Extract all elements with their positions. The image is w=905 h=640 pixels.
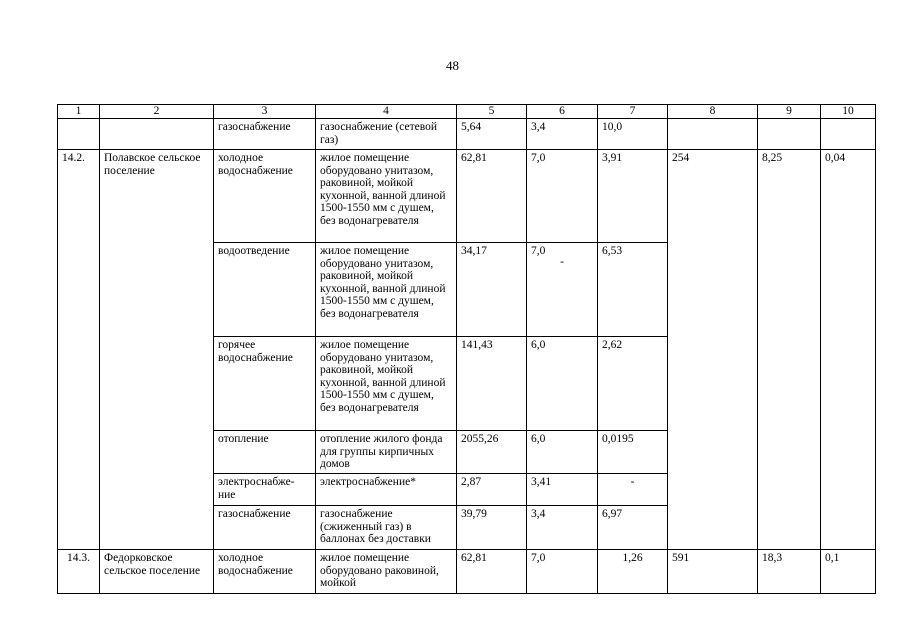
service-cell: отопление: [214, 431, 316, 474]
settlement-name-cell: Федорковское сельское поселение: [100, 550, 214, 594]
value-col6: [527, 243, 598, 337]
settlement-name-cell: Полавское сельское поселение: [100, 150, 214, 550]
header-cell: 2: [100, 105, 214, 119]
value-col7-dash: -: [630, 476, 635, 488]
description-cell: жилое помещение оборудовано унитазом, раковиной, мойкой кухонной, ванной длиной 1500-1550 мм с душем, без водонагревателя: [316, 150, 457, 243]
value-col10: 0,04: [821, 150, 876, 550]
value-col6: 3,41: [527, 474, 598, 506]
value-col5: 62,81: [457, 150, 527, 243]
settlement-name-cell: [100, 119, 214, 150]
value-col5: 62,81: [457, 550, 527, 594]
header-cell: 7: [598, 105, 668, 119]
service-cell: водоотведение: [214, 243, 316, 337]
header-cell: 10: [821, 105, 876, 119]
table-row: [58, 550, 876, 594]
value-col9: [758, 119, 821, 150]
value-col5: 141,43: [457, 337, 527, 431]
header-row: [58, 105, 876, 119]
value-col5: 2055,26: [457, 431, 527, 474]
description-cell: газоснабжение (сетевой газ): [316, 119, 457, 150]
header-cell: 9: [758, 105, 821, 119]
value-col7: 10,0: [598, 119, 668, 150]
value-col9: 18,3: [758, 550, 821, 594]
value-col9: 8,25: [758, 150, 821, 550]
description-cell: жилое помещение оборудовано унитазом, раковиной, мойкой кухонной, ванной длиной 1500-1550 мм с душем, без водонагревателя: [316, 337, 457, 431]
value-col6-text: 7,0: [531, 245, 546, 257]
service-cell: горячее водоснабжение: [214, 337, 316, 431]
header-cell: 8: [668, 105, 758, 119]
value-col7: [598, 474, 668, 506]
header-cell: 3: [214, 105, 316, 119]
value-col6: 7,0: [527, 550, 598, 594]
table-row: [58, 119, 876, 150]
header-cell: 5: [457, 105, 527, 119]
value-col8: 591: [668, 550, 758, 594]
value-col5: 39,79: [457, 506, 527, 550]
value-col10: [821, 119, 876, 150]
service-cell: газоснабжение: [214, 119, 316, 150]
value-col7: 2,62: [598, 337, 668, 431]
service-cell: холодное водоснабжение: [214, 550, 316, 594]
description-cell: жилое помещение оборудовано унитазом, раковиной, мойкой кухонной, ванной длиной 1500-1550 мм с душем, без водонагревателя: [316, 243, 457, 337]
value-col6: 3,4: [527, 119, 598, 150]
row-number-cell: [58, 119, 100, 150]
value-col7: 0,0195: [598, 431, 668, 474]
row-number-cell: 14.3.: [58, 550, 100, 594]
value-col5: 34,17: [457, 243, 527, 337]
tariff-table: [57, 104, 876, 594]
value-col7: 3,91: [598, 150, 668, 243]
header-cell: 1: [58, 105, 100, 119]
service-cell: электроснабже-ние: [214, 474, 316, 506]
description-cell: отопление жилого фонда для группы кирпичных домов: [316, 431, 457, 474]
header-cell: 6: [527, 105, 598, 119]
value-col5: 2,87: [457, 474, 527, 506]
header-cell: 4: [316, 105, 457, 119]
value-col6: 6,0: [527, 337, 598, 431]
value-col8: 254: [668, 150, 758, 550]
service-cell: холодное водоснабжение: [214, 150, 316, 243]
value-col6-mark: -: [560, 255, 564, 268]
value-col7: 6,97: [598, 506, 668, 550]
table-row: [58, 150, 876, 243]
value-col10: 0,1: [821, 550, 876, 594]
description-cell: электроснабжение*: [316, 474, 457, 506]
value-col7: 1,26: [598, 550, 668, 594]
page-number: 48: [446, 58, 459, 73]
value-col6: 3,4: [527, 506, 598, 550]
value-col6: 7,0: [527, 150, 598, 243]
value-col7: 6,53: [598, 243, 668, 337]
description-cell: жилое помещение оборудовано раковиной, мойкой: [316, 550, 457, 594]
description-cell: газоснабжение (сжиженный газ) в баллонах без доставки: [316, 506, 457, 550]
value-col8: [668, 119, 758, 150]
value-col6: 6,0: [527, 431, 598, 474]
row-number-cell: 14.2.: [58, 150, 100, 550]
value-col5: 5,64: [457, 119, 527, 150]
service-cell: газоснабжение: [214, 506, 316, 550]
